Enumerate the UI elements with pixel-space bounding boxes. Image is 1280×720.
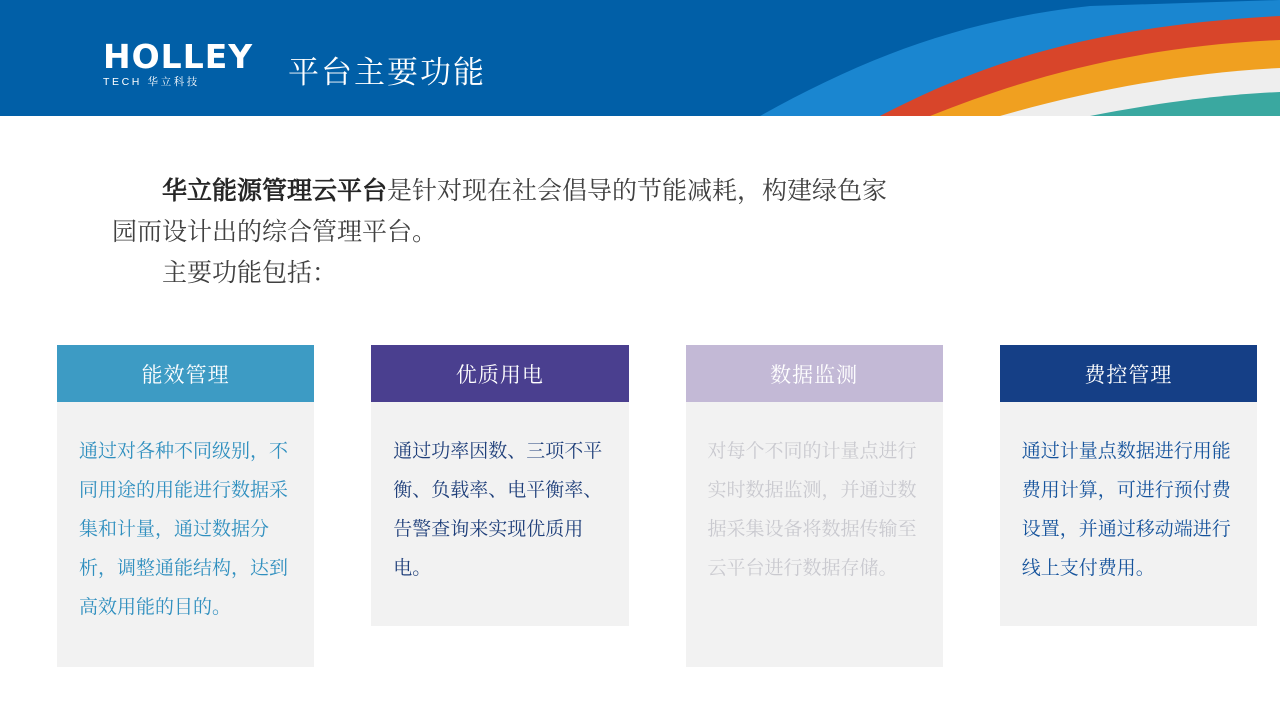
card-body-energy-efficiency: 通过对各种不同级别，不同用途的用能进行数据采集和计量，通过数据分析，调整通能结构，达到高效用能的目的。 (57, 402, 314, 667)
intro-paragraph (112, 170, 1172, 293)
feature-card-quality-power (371, 345, 628, 667)
feature-card-energy-efficiency (57, 345, 314, 667)
card-header-quality-power: 优质用电 (371, 345, 628, 402)
intro-line-1 (112, 170, 1172, 211)
holley-logo (103, 37, 263, 92)
logo-subtitle: TECH 华立科技 (103, 76, 200, 88)
feature-card-data-monitoring (686, 345, 943, 667)
card-body-quality-power: 通过功率因数、三项不平衡、负载率、电平衡率、告警查询来实现优质用电。 (371, 402, 628, 626)
card-body-data-monitoring: 对每个不同的计量点进行实时数据监测，并通过数据采集设备将数据传输至云平台进行数据存储。 (686, 402, 943, 667)
card-body-fee-control: 通过计量点数据进行用能费用计算，可进行预付费设置，并通过移动端进行线上支付费用。 (1000, 402, 1257, 626)
intro-line-1-rest: 是针对现在社会倡导的节能减耗，构建绿色家 (387, 176, 888, 205)
header-banner (0, 0, 1280, 116)
card-header-fee-control: 费控管理 (1000, 345, 1257, 402)
logo-wordmark: HOLLEY (103, 37, 254, 76)
card-header-data-monitoring: 数据监测 (686, 345, 943, 402)
intro-line-2: 园而设计出的综合管理平台。 (112, 217, 438, 246)
card-header-energy-efficiency: 能效管理 (57, 345, 314, 402)
page-title: 平台主要功能 (288, 55, 486, 91)
intro-bold-lead: 华立能源管理云平台 (162, 176, 388, 205)
feature-card-list (57, 345, 1257, 667)
intro-line-3: 主要功能包括： (162, 258, 338, 287)
feature-card-fee-control (1000, 345, 1257, 667)
